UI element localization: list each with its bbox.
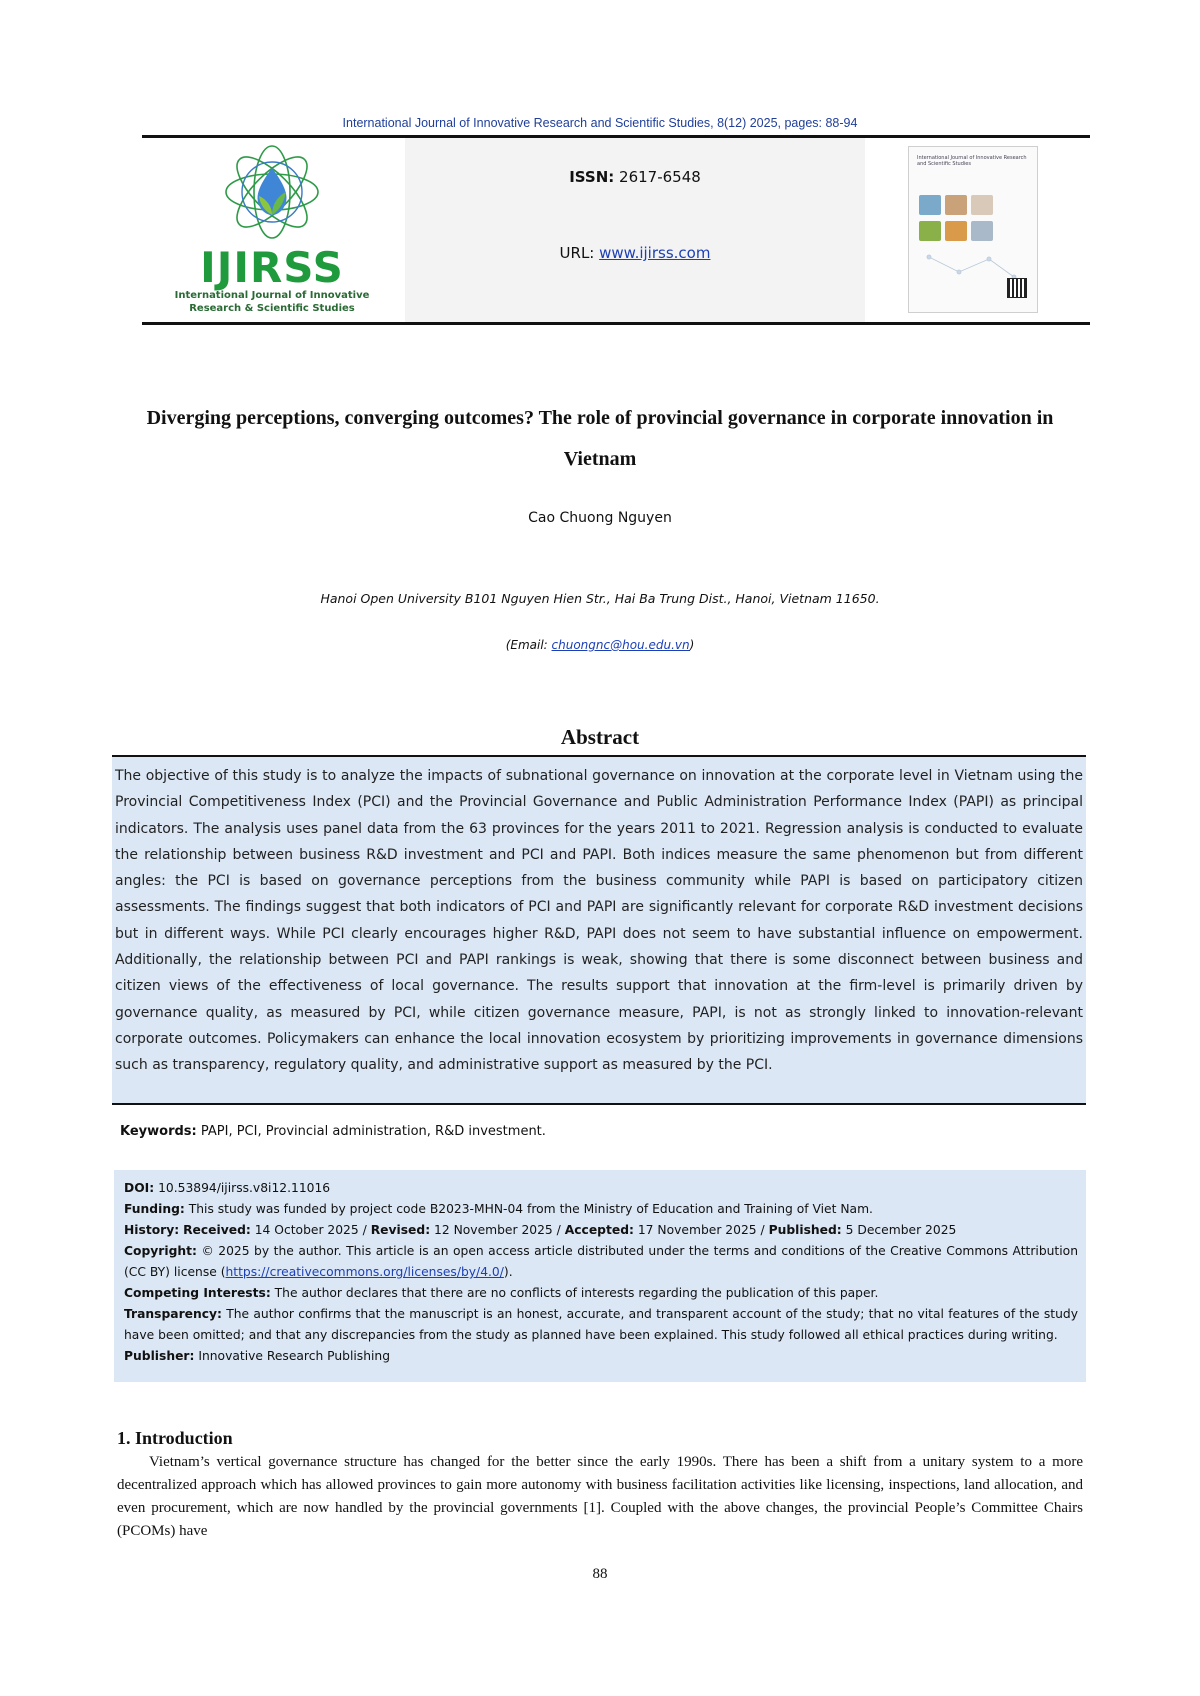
received-label: Received: bbox=[183, 1223, 251, 1237]
cover-title: International Journal of Innovative Research and Scientific Studies bbox=[917, 155, 1027, 167]
transparency-row bbox=[124, 1304, 1078, 1346]
copyright-end: ). bbox=[503, 1265, 513, 1279]
received-value: 14 October 2025 / bbox=[254, 1223, 367, 1237]
running-header: International Journal of Innovative Research and Scientific Studies, 8(12) 2025, pages: 88-94 bbox=[342, 116, 858, 130]
history-label: History: bbox=[124, 1223, 180, 1237]
article-metadata-box bbox=[114, 1170, 1086, 1382]
email-suffix: ) bbox=[689, 638, 695, 652]
doi-value: 10.53894/ijirss.v8i12.11016 bbox=[158, 1181, 331, 1195]
copyright-row bbox=[124, 1241, 1078, 1283]
keywords-line bbox=[120, 1124, 1080, 1139]
cover-photo bbox=[971, 195, 993, 215]
article-title: Diverging perceptions, converging outcomes? The role of provincial governance in corporate innovation in Vietnam bbox=[146, 407, 1054, 470]
keywords-label: Keywords: bbox=[120, 1124, 197, 1139]
issn-value: 2617-6548 bbox=[619, 168, 701, 186]
revised-label: Revised: bbox=[370, 1223, 431, 1237]
journal-info-panel bbox=[405, 138, 865, 322]
introduction-paragraph: Vietnam’s vertical governance structure has changed for the better since the early 1990s. There has been a shift from a unitary system to a more decentralized approach which has allowed provinces to gain more autonomy with business facilitation activities like licensing, inspections, land allocation, and even procurement, which are now handled by the provincial governments [1]. Coupled with the above changes, the provincial People’s Committee Chairs (PCOMs) have bbox=[117, 1454, 1083, 1539]
copyright-label: Copyright: bbox=[124, 1244, 197, 1258]
funding-label: Funding: bbox=[124, 1202, 185, 1216]
accepted-value: 17 November 2025 / bbox=[637, 1223, 765, 1237]
published-value: 5 December 2025 bbox=[845, 1223, 957, 1237]
transparency-label: Transparency: bbox=[124, 1307, 222, 1321]
abstract-text: The objective of this study is to analyze the impacts of subnational governance on innovation at the corporate level in Vietnam using the Provincial Competitiveness Index (PCI) and the Provincial Governance and Public Administration Performance Index (PAPI) as principal indicators. The analysis uses panel data from the 63 provinces for the years 2011 to 2021. Regression analysis is conducted to evaluate the relationship between business R&D investment and PCI and PAPI. Both indices measure the same phenomenon but from different angles: the PCI is based on governance perceptions from the business community while PAPI is based on participatory citizen assessments. The findings suggest that both indicators of PCI and PAPI are significantly relevant for corporate R&D investment decisions but in different ways. While PCI clearly encourages higher R&D, PAPI does not seem to have substantial influence on empowerment. Additionally, the relationship between PCI and PAPI rankings is weak, showing that there is some disconnect between business and citizen views of the effectiveness of local governance. The results support that innovation at the firm-level is primarily driven by governance quality, as measured by PCI, while citizen governance measure, PAPI, is not as strongly linked to innovation-relevant corporate outcomes. Policymakers can enhance the local innovation ecosystem by prioritizing improvements in governance dimensions such as transparency, regulatory quality, and administrative support as measured by the PCI. bbox=[115, 768, 1083, 1074]
doi-label: DOI: bbox=[124, 1181, 155, 1195]
journal-logo bbox=[172, 142, 372, 318]
abstract-box bbox=[112, 755, 1086, 1105]
publisher-row bbox=[124, 1346, 1078, 1367]
cover-photo bbox=[945, 221, 967, 241]
publisher-label: Publisher: bbox=[124, 1349, 195, 1363]
logo-emblem-icon bbox=[172, 142, 372, 242]
url-line bbox=[405, 244, 865, 262]
qr-code-icon bbox=[1007, 278, 1027, 298]
article-author: Cao Chuong Nguyen bbox=[528, 510, 672, 526]
competing-label: Competing Interests: bbox=[124, 1286, 271, 1300]
cover-photo bbox=[971, 221, 993, 241]
author-affiliation: Hanoi Open University B101 Nguyen Hien Str., Hai Ba Trung Dist., Hanoi, Vietnam 11650. bbox=[320, 591, 880, 606]
transparency-value: The author confirms that the manuscript is an honest, accurate, and transparent account of the study; that no vital features of the study have been omitted; and that any discrepancies from the study as planned have been explained. This study followed all ethical practices during writing. bbox=[124, 1307, 1078, 1342]
section-heading-introduction: 1. Introduction bbox=[117, 1428, 233, 1448]
competing-value: The author declares that there are no conflicts of interests regarding the publication of this paper. bbox=[274, 1286, 879, 1300]
funding-value: This study was funded by project code B2023-MHN-04 from the Ministry of Education and Training of Viet Nam. bbox=[188, 1202, 873, 1216]
author-email-line bbox=[0, 638, 1200, 652]
issn-label: ISSN: bbox=[569, 168, 615, 186]
competing-interests-row bbox=[124, 1283, 1078, 1304]
abstract-heading: Abstract bbox=[560, 725, 640, 749]
accepted-label: Accepted: bbox=[564, 1223, 634, 1237]
copyright-value: © 2025 by the author. This article is an open access article distributed under the terms and conditions of the Creative Commons Attribution (CC BY) license ( bbox=[124, 1244, 1078, 1279]
published-label: Published: bbox=[768, 1223, 842, 1237]
journal-banner bbox=[142, 135, 1090, 325]
history-row bbox=[124, 1220, 1078, 1241]
email-prefix: (Email: bbox=[505, 638, 552, 652]
page-number: 88 bbox=[592, 1566, 608, 1582]
revised-value: 12 November 2025 / bbox=[434, 1223, 561, 1237]
cover-photo bbox=[919, 221, 941, 241]
cover-photo bbox=[945, 195, 967, 215]
license-link[interactable]: https://creativecommons.org/licenses/by/4.0/ bbox=[225, 1265, 504, 1279]
cover-photo bbox=[919, 195, 941, 215]
publisher-value: Innovative Research Publishing bbox=[198, 1349, 391, 1363]
issn-line bbox=[405, 168, 865, 186]
logo-wordmark: IJIRSS bbox=[200, 243, 344, 292]
keywords-value: PAPI, PCI, Provincial administration, R&D investment. bbox=[200, 1124, 546, 1139]
logo-subtitle: Research & Scientific Studies bbox=[189, 303, 355, 314]
journal-cover-thumbnail bbox=[908, 146, 1038, 313]
author-email-link[interactable]: chuongnc@hou.edu.vn bbox=[551, 638, 690, 652]
url-label: URL: bbox=[559, 244, 595, 262]
doi-row bbox=[124, 1178, 1078, 1199]
funding-row bbox=[124, 1199, 1078, 1220]
journal-url-link[interactable]: www.ijirss.com bbox=[599, 244, 711, 262]
logo-subtitle: International Journal of Innovative bbox=[174, 290, 370, 301]
